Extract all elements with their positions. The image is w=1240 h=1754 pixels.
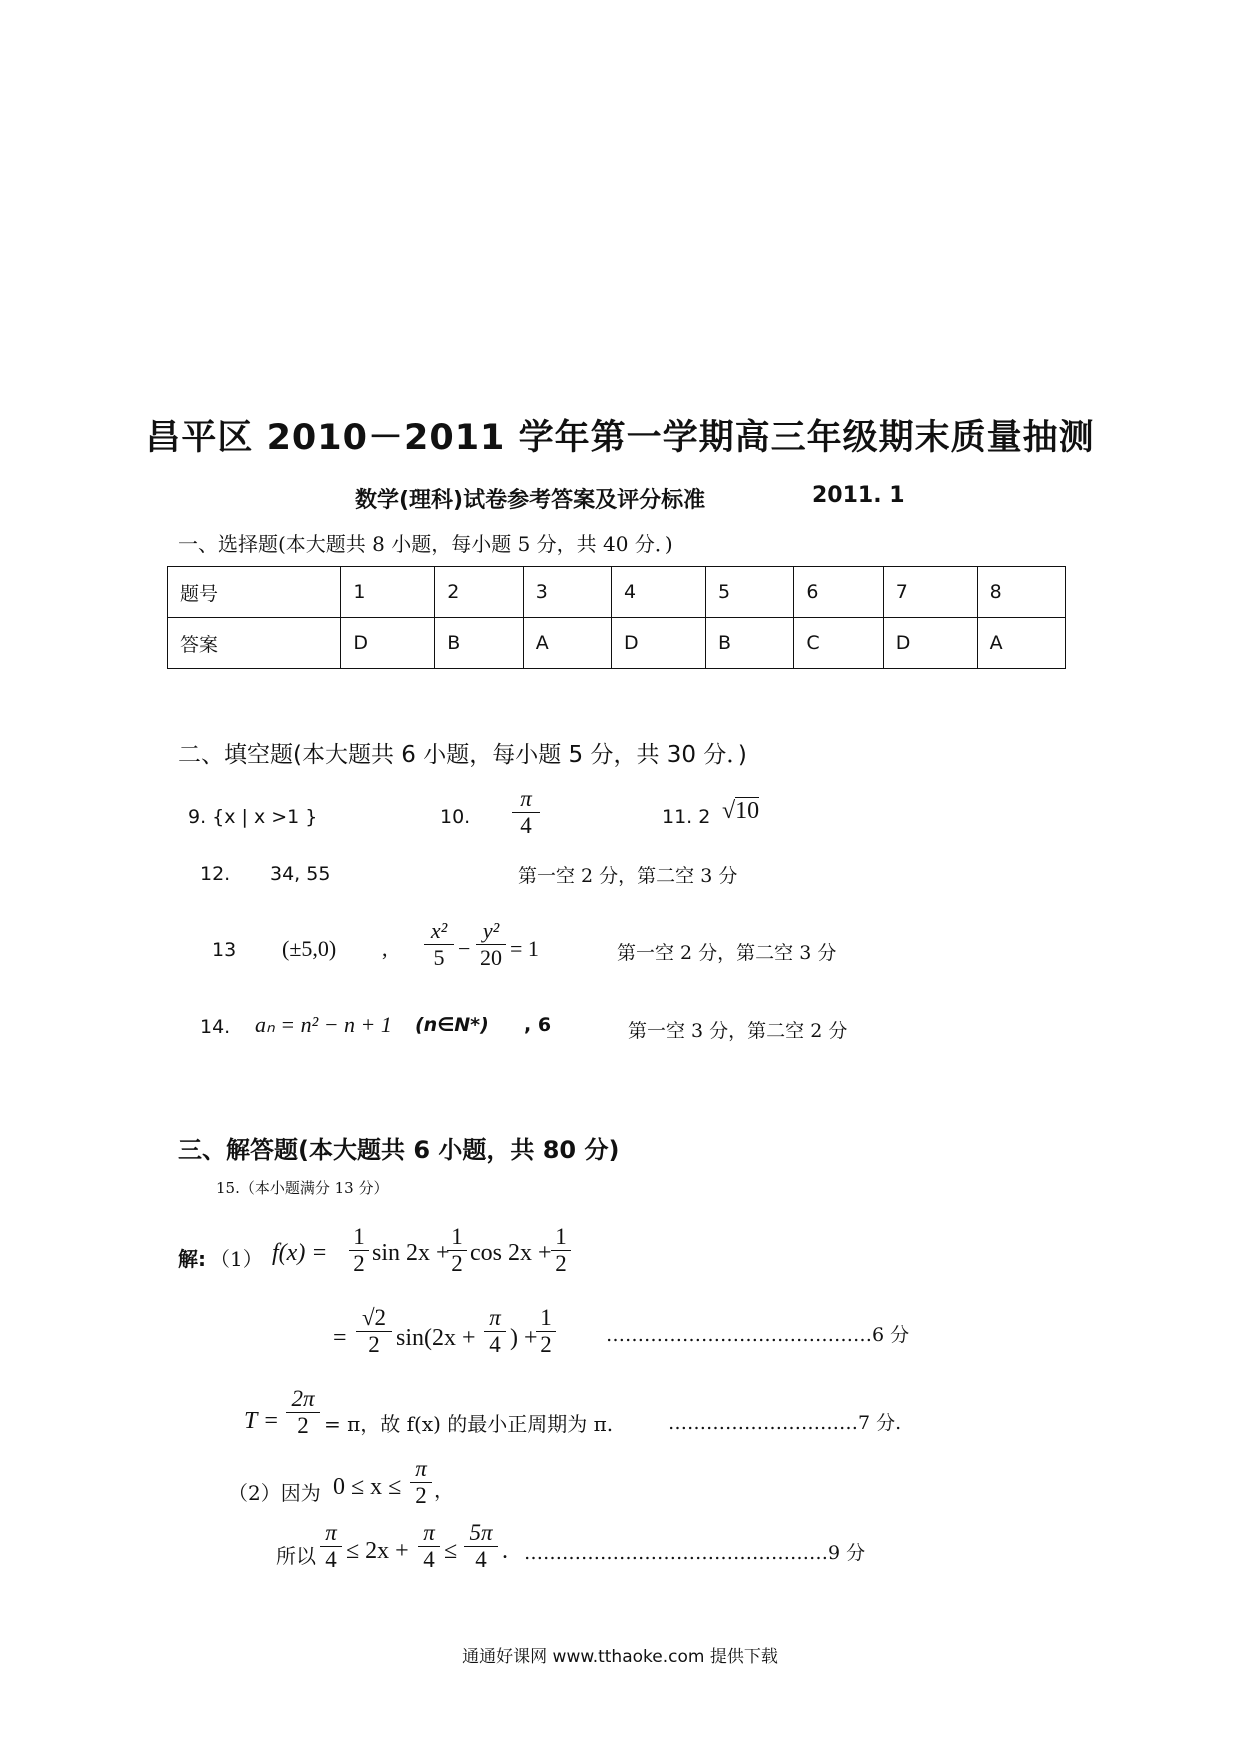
- sin2x-term: sin 2x +: [372, 1240, 450, 1266]
- page-title: 昌平区 2010－2011 学年第一学期高三年级期末质量抽测: [145, 418, 1095, 458]
- q13-den5: 5: [433, 945, 445, 970]
- fraction-denominator: 2: [368, 1332, 380, 1357]
- period-mark: .: [502, 1538, 508, 1564]
- question-number-cell: 5: [705, 567, 793, 618]
- answer-cell: A: [523, 618, 611, 669]
- question-number-cell: 1: [341, 567, 435, 618]
- question-number-cell: 4: [612, 567, 706, 618]
- fraction-numerator: π: [415, 1456, 427, 1481]
- score-7: …………………………7 分.: [668, 1412, 902, 1434]
- q14-label: 14.: [200, 1016, 231, 1038]
- fraction-denominator: 2: [451, 1251, 463, 1276]
- fraction-denominator: 4: [475, 1547, 487, 1572]
- close-plus: ) +: [510, 1325, 538, 1351]
- fraction-numerator: π: [423, 1520, 435, 1545]
- two-pi-fraction: [286, 1386, 320, 1439]
- inequality-1: 0 ≤ x ≤: [333, 1474, 402, 1500]
- q13-den20: 20: [480, 945, 502, 970]
- pi-over-2-fraction: [410, 1456, 432, 1509]
- half-fraction-3: [551, 1224, 571, 1277]
- question-number-cell: 3: [523, 567, 611, 618]
- fraction-denominator: 4: [325, 1547, 337, 1572]
- T-lhs: T =: [244, 1408, 280, 1434]
- question-label-cell: 题号: [168, 567, 341, 618]
- q13-point: (±5,0): [282, 936, 337, 961]
- answer-cell: C: [794, 618, 883, 669]
- answer-row: [168, 618, 1066, 669]
- q14-score: 第一空 3 分，第二空 2 分: [628, 1020, 848, 1042]
- footer-text: 通通好课网 www.tthaoke.com 提供下载: [462, 1647, 778, 1667]
- half-fraction-1: [349, 1224, 369, 1277]
- q13-x-fraction: [424, 918, 454, 971]
- so-label: 所以: [276, 1544, 316, 1568]
- fraction-numerator: 5π: [469, 1520, 493, 1545]
- score-6: ……………………………………6 分: [606, 1324, 910, 1346]
- question-row: [168, 567, 1066, 618]
- le-sign: ≤: [444, 1538, 458, 1564]
- q10-numerator: π: [520, 786, 532, 811]
- le-2x-plus: ≤ 2x +: [346, 1538, 409, 1564]
- comma: ，: [434, 1478, 454, 1502]
- fraction-numerator: 1: [540, 1305, 552, 1330]
- fraction-numerator: 1: [555, 1224, 567, 1249]
- q11-radicand: 10: [735, 798, 760, 824]
- section3-heading: 三、解答题(本大题共 6 小题，共 80 分): [178, 1136, 620, 1164]
- fraction-numerator: π: [325, 1520, 337, 1545]
- q15-heading: 15.（本小题满分 13 分）: [216, 1179, 389, 1197]
- equals-sign: =: [333, 1325, 347, 1351]
- q11-radical: √10: [722, 798, 760, 824]
- q14-formula: aₙ = n² − n + 1: [255, 1012, 392, 1037]
- five-pi-over-4-fraction: [464, 1520, 498, 1573]
- cos2x-term: cos 2x +: [470, 1240, 552, 1266]
- q13-minus: −: [458, 936, 471, 961]
- q12-answer: 34, 55: [270, 863, 331, 885]
- q13-x2: x²: [430, 918, 448, 943]
- fraction-denominator: 2: [353, 1251, 365, 1276]
- section1-heading: 一、选择题(本大题共 8 小题，每小题 5 分，共 40 分．): [178, 532, 673, 556]
- fraction-denominator: 2: [555, 1251, 567, 1276]
- q10-fraction: [512, 786, 540, 839]
- q13-y2: y²: [482, 918, 500, 943]
- q13-y-fraction: [476, 918, 506, 971]
- fraction-denominator: 2: [297, 1413, 309, 1438]
- answer-cell: A: [977, 618, 1065, 669]
- question-number-cell: 6: [794, 567, 883, 618]
- answer-table: [167, 566, 1066, 669]
- fraction-denominator: 2: [540, 1332, 552, 1357]
- fraction-numerator: 2π: [291, 1386, 315, 1411]
- answer-cell: B: [435, 618, 523, 669]
- q10-label: 10.: [440, 806, 471, 828]
- pi-over-4-fraction-b: [418, 1520, 440, 1573]
- q13-equals-one: = 1: [510, 936, 539, 961]
- fraction-numerator: √2: [361, 1305, 387, 1330]
- answer-cell: D: [883, 618, 977, 669]
- answer-cell: D: [612, 618, 706, 669]
- pi-over-4-fraction-a: [320, 1520, 342, 1573]
- question-number-cell: 7: [883, 567, 977, 618]
- half-fraction-4: [536, 1305, 556, 1358]
- pi-over-4-fraction: [484, 1305, 506, 1358]
- section2-heading: 二、填空题(本大题共 6 小题，每小题 5 分，共 30 分．): [178, 742, 747, 768]
- q9-answer: 9. {x | x >1 }: [188, 806, 318, 828]
- fraction-denominator: 2: [415, 1483, 427, 1508]
- question-number-cell: 8: [977, 567, 1065, 618]
- fraction-numerator: 1: [353, 1224, 365, 1249]
- q14-domain: (n∈N*): [415, 1014, 489, 1036]
- sin-term: sin(2x +: [396, 1325, 476, 1351]
- question-number-cell: 2: [435, 567, 523, 618]
- part1-label: （1）: [210, 1247, 263, 1271]
- fraction-denominator: 4: [423, 1547, 435, 1572]
- answer-label-cell: 答案: [168, 618, 341, 669]
- q12-label: 12.: [200, 863, 231, 885]
- q10-denominator: 4: [520, 813, 532, 838]
- half-fraction-2: [447, 1224, 467, 1277]
- fraction-numerator: 1: [451, 1224, 463, 1249]
- fraction-denominator: 4: [489, 1332, 501, 1357]
- fx-lhs: f(x) =: [272, 1240, 328, 1266]
- score-9: …………………………………………9 分: [524, 1542, 866, 1564]
- q11-label: 11. 2: [662, 806, 711, 828]
- part2-label: （2）因为: [228, 1481, 321, 1505]
- q12-score: 第一空 2 分，第二空 3 分: [518, 865, 738, 887]
- fraction-numerator: π: [489, 1305, 501, 1330]
- q13-score: 第一空 2 分，第二空 3 分: [617, 942, 837, 964]
- solution-label: 解:: [178, 1247, 206, 1271]
- answer-cell: B: [705, 618, 793, 669]
- q13-label: 13: [212, 939, 237, 961]
- period-text: = π，故 f(x) 的最小正周期为 π.: [324, 1412, 614, 1436]
- answer-cell: D: [341, 618, 435, 669]
- exam-date: 2011. 1: [812, 483, 905, 508]
- q14-second-answer: , 6: [524, 1014, 552, 1036]
- page-subtitle: 数学(理科)试卷参考答案及评分标准: [355, 488, 706, 513]
- q13-comma: ,: [382, 936, 388, 961]
- sqrt2-fraction: [356, 1305, 392, 1358]
